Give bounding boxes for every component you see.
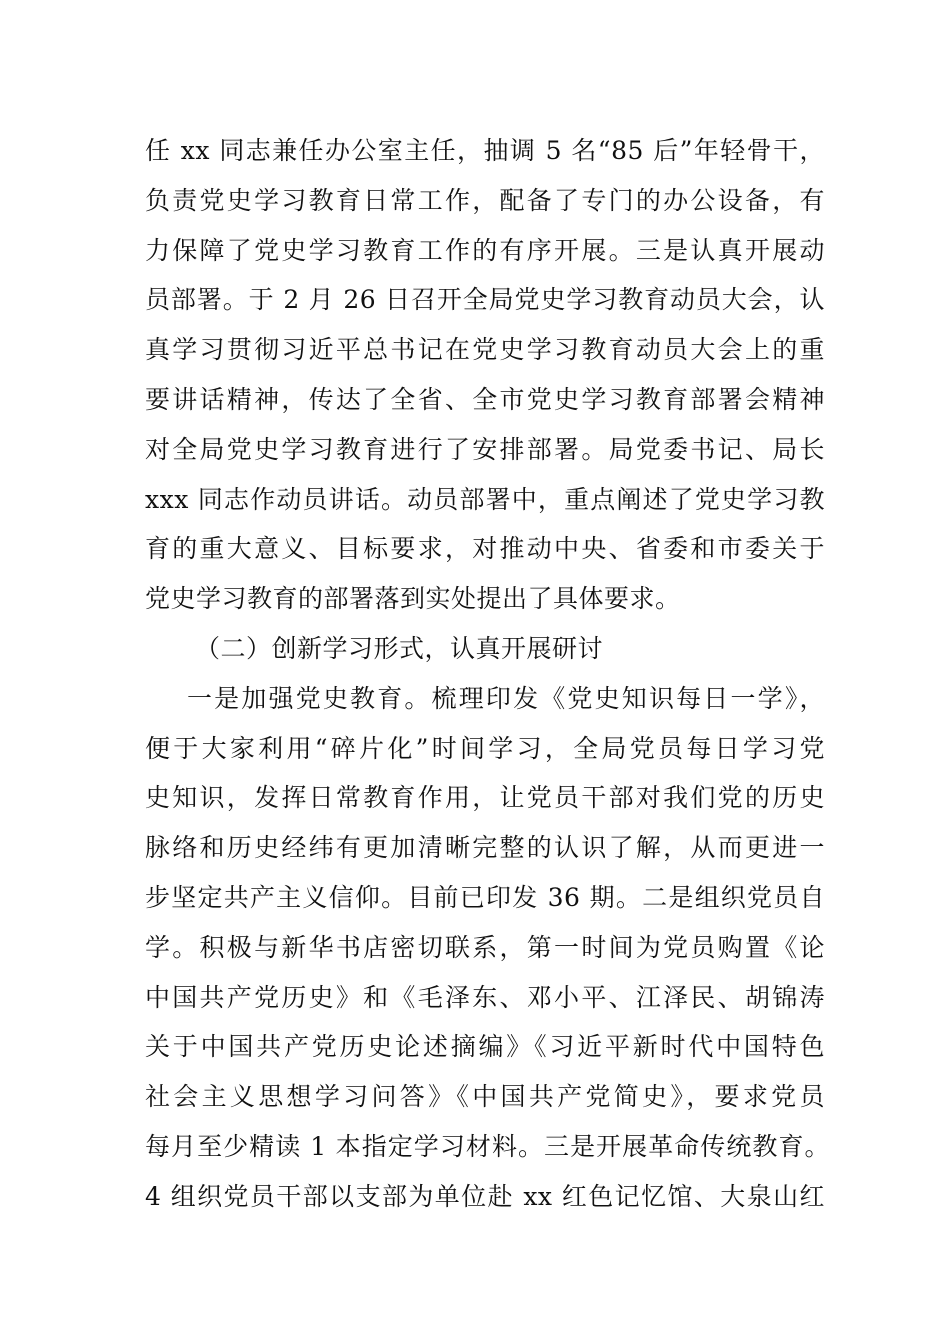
text-line: 对全局党史学习教育进行了安排部署。局党委书记、局长 bbox=[145, 434, 825, 464]
text-line: 负责党史学习教育日常工作，配备了专门的办公设备，有 bbox=[145, 185, 825, 215]
text-line: 力保障了党史学习教育工作的有序开展。三是认真开展动 bbox=[145, 235, 825, 265]
text-line: 育的重大意义、目标要求，对推动中央、省委和市委关于 bbox=[145, 534, 825, 564]
text-line: 中国共产党历史》和《毛泽东、邓小平、江泽民、胡锦涛 bbox=[145, 982, 825, 1012]
text-line: 学。积极与新华书店密切联系，第一时间为党员购置《论 bbox=[145, 932, 825, 962]
text-line: 史知识，发挥日常教育作用，让党员干部对我们党的历史 bbox=[145, 783, 825, 813]
text-line: 关于中国共产党历史论述摘编》《习近平新时代中国特色 bbox=[145, 1032, 825, 1062]
text-line: 员部署。于 2 月 26 日召开全局党史学习教育动员大会，认 bbox=[145, 285, 825, 315]
text-line: 真学习贯彻习近平总书记在党史学习教育动员大会上的重 bbox=[145, 335, 825, 365]
section-heading: （二）创新学习形式，认真开展研讨 bbox=[195, 633, 604, 663]
text-line: 社会主义思想学习问答》《中国共产党简史》，要求党员 bbox=[145, 1082, 825, 1112]
text-line: 脉络和历史经纬有更加清晰完整的认识了解，从而更进一 bbox=[145, 833, 825, 863]
text-line: 每月至少精读 1 本指定学习材料。三是开展革命传统教育。 bbox=[145, 1131, 830, 1161]
body-text bbox=[145, 126, 830, 1222]
text-line: 便于大家利用“碎片化”时间学习，全局党员每日学习党 bbox=[145, 733, 825, 763]
paragraph-last-line: 党史学习教育的部署落到实处提出了具体要求。 bbox=[145, 584, 681, 614]
paragraph-first-line: 一是加强党史教育。梳理印发《党史知识每日一学》， bbox=[187, 683, 825, 713]
text-line: 要讲话精神，传达了全省、全市党史学习教育部署会精神 bbox=[145, 384, 825, 414]
text-line: 4 组织党员干部以支部为单位赴 xx 红色记忆馆、大泉山红 bbox=[145, 1181, 825, 1211]
text-line: xxx 同志作动员讲话。动员部署中，重点阐述了党史学习教 bbox=[145, 484, 825, 514]
text-line: 步坚定共产主义信仰。目前已印发 36 期。二是组织党员自 bbox=[145, 882, 825, 912]
text-line: 任 xx 同志兼任办公室主任，抽调 5 名“85 后”年轻骨干， bbox=[145, 136, 825, 165]
